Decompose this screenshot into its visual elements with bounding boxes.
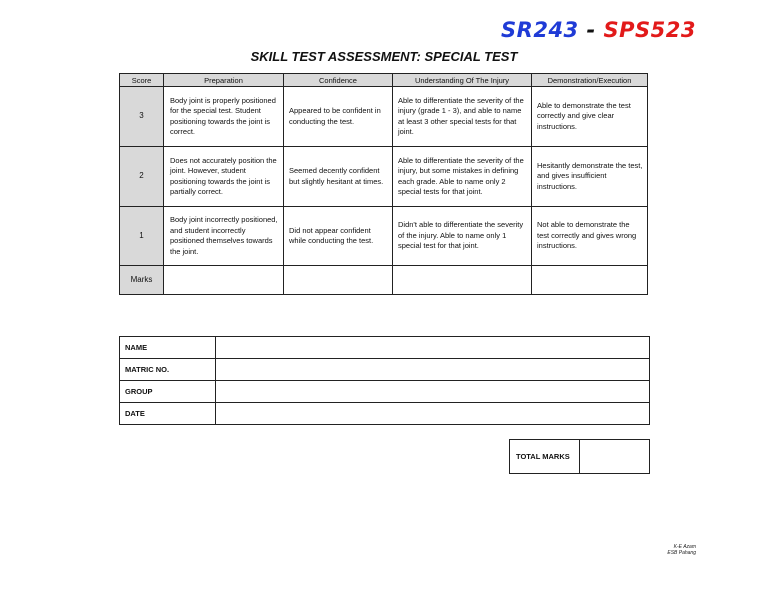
info-row-matric [120, 359, 650, 381]
rubric-row-score-3 [120, 87, 648, 147]
footer-line-1: K-E Azam [673, 544, 696, 550]
course-code-right: SPS523 [603, 18, 696, 42]
preparation-cell: Body joint is properly positioned for the special test. Student positioning towards the joint is correct. [164, 87, 284, 147]
marks-demonstration-field[interactable] [532, 266, 648, 295]
date-field[interactable] [216, 403, 650, 425]
confidence-cell: Appeared to be confident in conducting the test. [284, 87, 393, 147]
confidence-cell: Did not appear confident while conducting the test. [284, 207, 393, 266]
rubric-table [119, 73, 648, 295]
rubric-row-score-2 [120, 147, 648, 207]
info-row-date [120, 403, 650, 425]
name-field[interactable] [216, 337, 650, 359]
preparation-cell: Body joint incorrectly positioned, and student incorrectly positioned themselves towards the joint. [164, 207, 284, 266]
name-label: NAME [120, 337, 216, 359]
rubric-row-marks [120, 266, 648, 295]
total-marks-row [510, 440, 650, 474]
rubric-header-row [120, 74, 648, 87]
score-cell: 3 [120, 87, 164, 147]
course-code-left: SR243 [501, 18, 579, 42]
rubric-row-score-1 [120, 207, 648, 266]
understanding-cell: Able to differentiate the severity of the injury, but some mistakes in defining each grade. Able to name only 2 special tests for that joint. [393, 147, 532, 207]
student-info-table [119, 336, 650, 425]
confidence-cell: Seemed decently confident but slightly hesitant at times. [284, 147, 393, 207]
demonstration-cell: Able to demonstrate the test correctly and give clear instructions. [532, 87, 648, 147]
group-field[interactable] [216, 381, 650, 403]
info-row-group [120, 381, 650, 403]
demonstration-cell: Hesitantly demonstrate the test, and gives insufficient instructions. [532, 147, 648, 207]
column-header-understanding: Understanding Of The Injury [393, 74, 532, 87]
total-marks-field[interactable] [580, 440, 650, 474]
course-code [501, 18, 696, 42]
score-cell: 2 [120, 147, 164, 207]
column-header-demonstration: Demonstration/Execution [532, 74, 648, 87]
score-cell: 1 [120, 207, 164, 266]
matric-no-field[interactable] [216, 359, 650, 381]
preparation-cell: Does not accurately position the joint. However, student positioning towards the joint is partially correct. [164, 147, 284, 207]
matric-no-label: MATRIC NO. [120, 359, 216, 381]
total-marks-table [509, 439, 650, 474]
document-title: SKILL TEST ASSESSMENT: SPECIAL TEST [250, 49, 518, 64]
footer-credit [667, 544, 696, 556]
understanding-cell: Didn't able to differentiate the severity of the injury. Able to name only 1 special test for that joint. [393, 207, 532, 266]
column-header-score: Score [120, 74, 164, 87]
column-header-confidence: Confidence [284, 74, 393, 87]
demonstration-cell: Not able to demonstrate the test correctly and gives wrong instructions. [532, 207, 648, 266]
course-code-separator: - [578, 18, 604, 42]
marks-understanding-field[interactable] [393, 266, 532, 295]
marks-label: Marks [120, 266, 164, 295]
total-marks-label: TOTAL MARKS [510, 440, 580, 474]
group-label: GROUP [120, 381, 216, 403]
info-row-name [120, 337, 650, 359]
marks-confidence-field[interactable] [284, 266, 393, 295]
understanding-cell: Able to differentiate the severity of the injury (grade 1 - 3), and able to name at least 3 other special tests for that joint. [393, 87, 532, 147]
footer-line-2: ESB Pahang [667, 550, 696, 556]
date-label: DATE [120, 403, 216, 425]
column-header-preparation: Preparation [164, 74, 284, 87]
marks-preparation-field[interactable] [164, 266, 284, 295]
